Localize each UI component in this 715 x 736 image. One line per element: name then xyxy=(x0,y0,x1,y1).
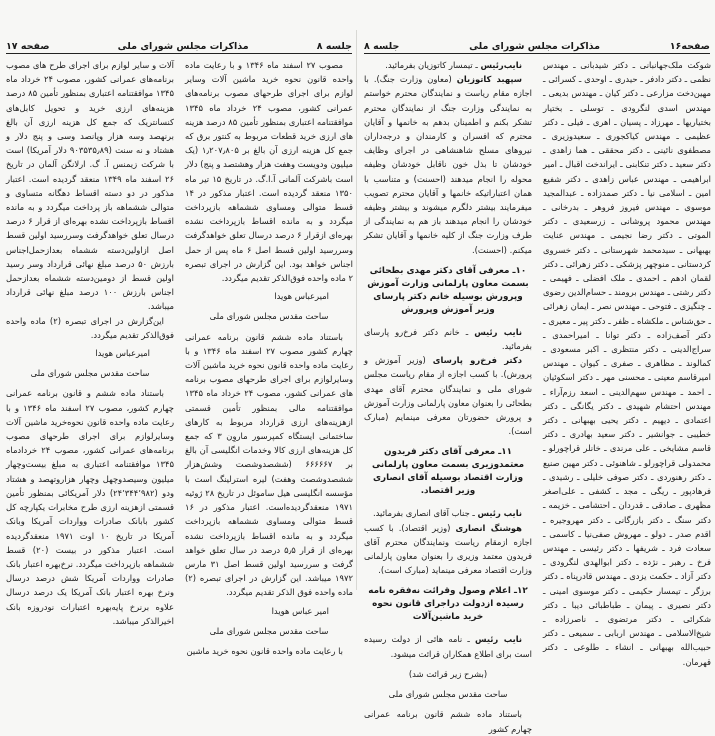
speech-text: (وزیر اقتصاد). با کسب اجازه ازمقام ریاست ونمایندگان محترم آقای فریدون معتمد وزیری را بعنوان معاون پارلمانی وزارت اقتصاد معرفی مینماید (مبارک است). xyxy=(364,522,532,576)
speech-text: (وزیر آموزش و پرورش). با کسب اجازه از مقام ریاست مجلس شورای ملی و نمایندگان محترم آقای مهدی بطحائی را بعنوان معاون پارلمانی وزارت آموزش و پرورش حضورتان معرفی مینمایم (مبارک است). xyxy=(364,355,532,437)
salutation: ساحت مقدس مجلس شورای ملی xyxy=(209,625,329,636)
speech-text: ـ جناب آقای انصاری بفرمائید. xyxy=(372,508,478,519)
session-label: جلسه ۸ xyxy=(364,41,400,52)
letter-paragraph: باستناد ماده ششم و قانون برنامه عمرانی چهارم کشور، مصوب ۲۷ اسفند ماه ۱۳۴۶ و با رعایت ماده واحده قانون نحوه‌خرید ماشین آلات وسایرلوازم برای اجرای طرحهای مصوب برنامه‌های عمرانی کشور، مصوب ۲۴ خردادماه ۱۳۴۵ موافقتنامه اعتباری به مبلغ بیست‌وچهار میلیون وسیصدوچهل وچهار هزاروتهصد و هشتاد ودو (۲۴٬۳۴۴٬۹۸۲) دلار آمریکائی بمنظور تأمین قسمتی ازهزینه ارزی طرح مخابرات یکپارچه کل کشور بابانک صادرات وواردات آمریکا وبانک آمریکا در تاریخ ۱۰ اوت ۱۹۷۱ منعقدگردیده است. اعتبار مذکور در بیست (۲۰) قسط ششماهه بازپرداخت میگردد. نرخ‌بهره اعتبار بانک صادرات وواردات آمریکا شش درصد درسال ونرخ بهره اعتبار بانک آمریکا یک درصد درسال علاوه برنرخ پایه‌بهره اعتبارات نودروزه بانک اخیرالذکر میباشد. xyxy=(6,388,175,626)
page-header xyxy=(364,38,710,54)
speech xyxy=(364,353,532,438)
speaker: هوشنگ انصاری xyxy=(455,522,522,533)
speech-text: ـ تیمسار کاتوزیان بفرمائید. xyxy=(385,60,481,70)
attendance-list: شوکت ملک‌جهانبانی ـ دکتر شیدبانی ـ مهندس نظمی ـ دکتر دادفر ـ حیدری ـ اوحدی ـ کسرائی ـ مهین‌دخت مزارعی ـ دکتر کیان ـ مهندس بدیعی ـ مهندس اسدی لنگرودی ـ توسلی ـ بختیار بختیاریها ـ مهرزاد ـ پسیان ـ اهری ـ فیلی ـ دکتر عظیمی ـ مهندس کیاکجوری ـ سعیدوزیری ـ مصطفوی نائینی ـ دکتر محققی ـ هما زاهدی ـ دکتر سعید ـ دکتر تنکابنی ـ ایراندخت اقبال ـ امیر ابراهیمی ـ مهندس عباس زاهدی ـ دکتر شفیع امین ـ اسلامی نیا ـ دکتر صمدزاده ـ عبدالمجید موسوی ـ مهندس فیروز فروهر ـ بدرخانی ـ مهندس محمود پروشانی ـ زرسعیدی ـ دکتر الموتی ـ دکتر رضا نجیمی ـ مهندس عنایت بهبهانی ـ سیدمحمد شهرستانی ـ دکتر خسروی کردستانی ـ منوچهر پزشکی ـ دکتر زهرائی ـ دکتر لقمان ادهم ـ احمدی ـ ملک افضلی ـ فهیمی ـ دکتر رشتی ـ مهندس برومند ـ حسام‌الدین رضوی ـ چنگیزی ـ فتوحی ـ مهندس نصر ـ ایمان زهرائی ـ حق‌شناس ـ ملکشاه ـ ظفر ـ دکتر پیر ـ معیری ـ دکتر آصف‌زاده ـ دکتر توانا ـ امیراحمدی ـ سراج‌الدینی ـ دکتر منتظری ـ اکبر مسعودی ـ کمالوند ـ مظاهری ـ صفری ـ کیوان ـ مهندس امیرقاسم معینی ـ محسنی مهر ـ دکتر اسکوئیان ـ احمد ـ مهندس سهم‌الدینی ـ اسعد رزم‌آراء ـ مهندس احتشام شهیدی ـ دکتر یگانگی ـ دکتر اعتمادی ـ دیهیم ـ دکتر یحیی بهبهانی ـ دکتر خطیبی ـ جوانشیر ـ دکتر سعید بهادری ـ دکتر قاسم مشایخی ـ علی مرندی ـ خانلر قراچورلو ـ محمدولی قراچورلو ـ شاهنوئی ـ دکتر مهین صنیع ـ دکتر رهنوردی ـ دکتر صوفی خلیلی ـ رشیدی ـ فرهادپور ـ ریگی ـ مجد ـ کشفی ـ علی‌اصغر مظهری ـ صادقی ـ قدردان ـ احتشامی ـ خزیمه ـ دکتر سنگ ـ دکتر بازرگانی ـ دکتر مهروجیره ـ اقدم صدر ـ دولو ـ مهروش صفی‌نیا ـ کاسمی ـ سعادت فرد ـ شریفها ـ دکتر رئیسی ـ مهندس فرخ ـ رهبر ـ نژده ـ دکتر ابوالهدی لنگرودی ـ دکتر آزاد ـ حکمت یزدی ـ مهندس قادرپناه ـ دکتر برزگر ـ تیمسار حکیمی ـ دکتر موسوی امینی ـ دکتر نصیری ـ پیمان ـ طباطبائی دیبا ـ دکتر شکرائی ـ دکتر مرتضوی ـ ناصرزاده ـ شیخ‌الاسلامی ـ مهندس اربابی ـ سمیعی ـ دکتر حبیب‌الله بهبهانی ـ انشاء ـ طلوعی ـ دکتر قهرمان. xyxy=(543,60,711,667)
letter-paragraph: مصوب ۲۷ اسفند ماه ۱۳۴۶ و با رعایت ماده واحده قانون نحوه خرید ماشین آلات وسایر لوازم برای اجرای طرحهای مصوب برنامه‌های عمرانی کشور، مصوب ۲۴ خرداد ماه ۱۳۴۵ موافقتنامه اعتباری بمنظور تأمین ۸۵ درصد هزینه های ارزی خرید قطعات مربوط به کنتور برق که جمع کل هزینه ارزی آن بالغ بر ۱٫۲۰۷٫۸۰۵ (یک میلیون ودویست وهفت هزار وهشتصد و پنج) دلار است باشرکت آلمانی آ.ا.گ. در تاریخ ۱۵ تیر ماه ۱۳۵۰ منعقد گردیده است. اعتبار مذکور در ۱۴ قسط متوالی ومساوی ششماهه بازپرداخت میگردد و به مانده اقساط بازپرداخت نشده بهره‌ای ازقرار ۶ درصد درسال تعلق خواهدگرفت وسررسید اولین قسط اصل ۶ ماه پس از حمل اجناس خواهد بود. این گزارش در اجرای تبصره ۲ ماده واحده فوق‌الذکر تقدیم میگردد. xyxy=(185,60,354,284)
letter-paragraph: آلات و سایر لوازم برای اجرای طرح های مصوب برنامه‌های عمرانی کشور، مصوب ۲۴ خرداد ماه ۱۳۴۵ موافقتنامه اعتباری بمنظور تأمین ۸۵ درصد هزینه‌های ارزی خرید و تحویل کابل‌های کنسانتریک که جمع کل هزینه ارزی آن بالغ برنهصد وسه هزار وپانصد وسی و پنج دلار و هشتاد و نه سنت (۹۰۳۵۳۵٫۸۹ دلار آمریکا) است با شرکت زیمنس آ. گ. ارلانگن آلمان در تاریخ ۲۶ اسفند ماه ۱۳۴۹ منعقد گردیده است. اعتبار مذکور در دو دسته اقساط دهگانه متساوی و متوالی ششماهه باز پرداخت میگردد و به مانده اقساط بازپرداخت نشده بهره‌ای از قرار ۶ درصد درسال تعلق خواهدگرفت وسررسید اولین قسط اصل ازاولین‌دسته ششماه بعدازحمل‌اجناس بارزش ۵۰ درصد مبلغ نهائی قرارداد وسر رسید اولین قسط از دومین‌دسته ششماه بعدازحمل اجناس بارزش ۱۰۰ درصد مبلغ نهائی قرارداد میباشد. xyxy=(6,60,174,312)
page-16 xyxy=(358,0,715,734)
signature: امیرعباس هویدا xyxy=(274,291,329,302)
header-title: مذاکرات مجلس شورای ملی xyxy=(469,41,600,52)
column-right xyxy=(185,58,353,658)
speech-text: ـ خانم دکتر فرخ‌رو پارسای بفرمائید. xyxy=(364,326,532,352)
speech xyxy=(364,58,532,72)
signature: امیرعباس هویدا xyxy=(95,348,150,359)
salutation: ساحت مقدس مجلس شورای ملی xyxy=(209,311,329,322)
page-17 xyxy=(0,0,357,656)
salutation: ساحت مقدس مجلس شورای ملی xyxy=(30,368,150,379)
salutation: ساحت مقدس مجلس شورای ملی xyxy=(388,689,508,700)
column-right xyxy=(543,58,711,669)
speech-text: ـ نامه هائی از دولت رسیده است برای اطلاع همکاران قرائت میشود. xyxy=(364,634,532,659)
letter-paragraph: باستناد ماده ششم قانون برنامه عمرانی چهارم کشور xyxy=(364,709,532,734)
speech-text: (معاون وزارت جنگ). با اجازه مقام ریاست و نمایندگان محترم خواستم به نمایندگی وزارت جنگ از نمایندگان محترم تشکر بکنم و اطمینان بدهم به خانمها و آقایان محترم که افسران و کارمندان و درجه‌داران نیروهای مسلح شاهنشاهی در اجرای وظایف خودشان تا بذل خون ناقابل خودشان وظیفه محوله را انجام میدهند (احسنت) و متناسب با همان اعتباراتیکه خانمها و آقایان محترم تصویب میفرمایند بیشتر دلگرم میشوند و بیشتر وظیفه خودشان را انجام میدهند باز هم به نمایندگی از طرف وزارت جنگ از کلیه خانمها و آقایان تشکر میکنم. (احسنت). xyxy=(364,74,532,255)
speaker: نایب‌رئیس xyxy=(480,60,522,70)
speaker: دکتر فرخ‌رو پارسای xyxy=(432,355,522,366)
speaker: نایب رئیس xyxy=(475,634,522,645)
letter-paragraph: این‌گزارش در اجرای تبصره (۲) ماده واحده فوق‌الذکر تقدیم میگردد. xyxy=(6,315,174,340)
read-note: (بشرح زیر قرائت شد) xyxy=(408,668,488,679)
letter-paragraph: باستناد ماده ششم قانون برنامه عمرانی چهارم کشور مصوب ۲۷ اسفند ماه ۱۳۴۶ و با رعایت ماده واحده قانون نحوه خرید ماشین آلات وسایرلوازم برای اجرای طرحهای مصوب برنامه های عمرانی کشور، مصوب ۲۴ خرداد ماه ۱۳۴۵ موافقتنامه مالی بمنظور تأمین قسمتی ازهزینه‌های ارزی قرارداد مربوط به کارهای ساختمانی ایستگاه کمپرسور ماروِن ۳ که جمع کل هزینه‌های ارزی کالا وخدمات انگلیسی آن بالغ بر ۶۶۶۶۶۷ (ششصدوشصت وشش‌هزار ششصدوشصت وهفت) لیره استرلینگ است با مؤسسه انگلیسی هیل ساموئل در تاریخ ۲۸ ژوئیه ۱۹۷۱ منعقدگردیده‌است. اعتبار مذکور در ۱۶ قسط متوالی ومساوی ششماهه بازپرداخت میگردد و به مانده اقساط بازپرداخت نشده بهره‌ای از قرار ۵٫۵ درصد در سال تعلق خواهد گرفت و سررسید اولین قسط اصل ۳۱ مارس ۱۹۷۲ میباشد. این گزارش در اجرای تبصره (۲) ماده واحده فوق الذکر تقدیم میگردد. xyxy=(185,331,354,598)
page-number: صفحه ۱۷ xyxy=(6,41,50,52)
speech xyxy=(364,632,532,660)
speaker: نایب رئیس xyxy=(477,508,522,519)
speech xyxy=(364,506,532,520)
speaker: نایب رئیس xyxy=(474,326,522,337)
section-heading: ۱۱ـ معرفی آقای دکتر فریدون معتمدوزیری بسمت معاون پارلمانی وزارت اقتصاد بوسیله آقای انصاری وزیر اقتصاد. xyxy=(371,447,525,497)
session-label: جلسه ۸ xyxy=(316,41,352,52)
speech xyxy=(364,521,532,578)
page-number: صفحه۱۶ xyxy=(669,41,710,52)
header-title: مذاکرات مجلس شورای ملی xyxy=(117,41,249,52)
signature: امیر عباس هویدا xyxy=(271,605,329,616)
section-heading: ۱۰ـ معرفی آقای دکتر مهدی بطحائی بسمت معاون پارلمانی وزارت آموزش وپرورش بوسیله خانم دکتر پارسای وزیر آموزش وپرورش xyxy=(367,265,529,315)
speech xyxy=(364,325,532,353)
page-header xyxy=(6,38,352,54)
section-heading: ۱۲ـ اعلام وصول وقرائت نه‌فقره نامه رسیده ازدولت دراجرای قانون نحوه خرید ماشین‌آلات xyxy=(368,586,528,623)
column-left xyxy=(364,58,532,736)
column-left xyxy=(6,58,174,628)
letter-paragraph: با رعایت ماده واحده قانون نحوه خرید ماشین xyxy=(186,645,343,656)
speech xyxy=(364,72,532,257)
speaker: سپهبد کاتوزیان xyxy=(456,74,522,85)
